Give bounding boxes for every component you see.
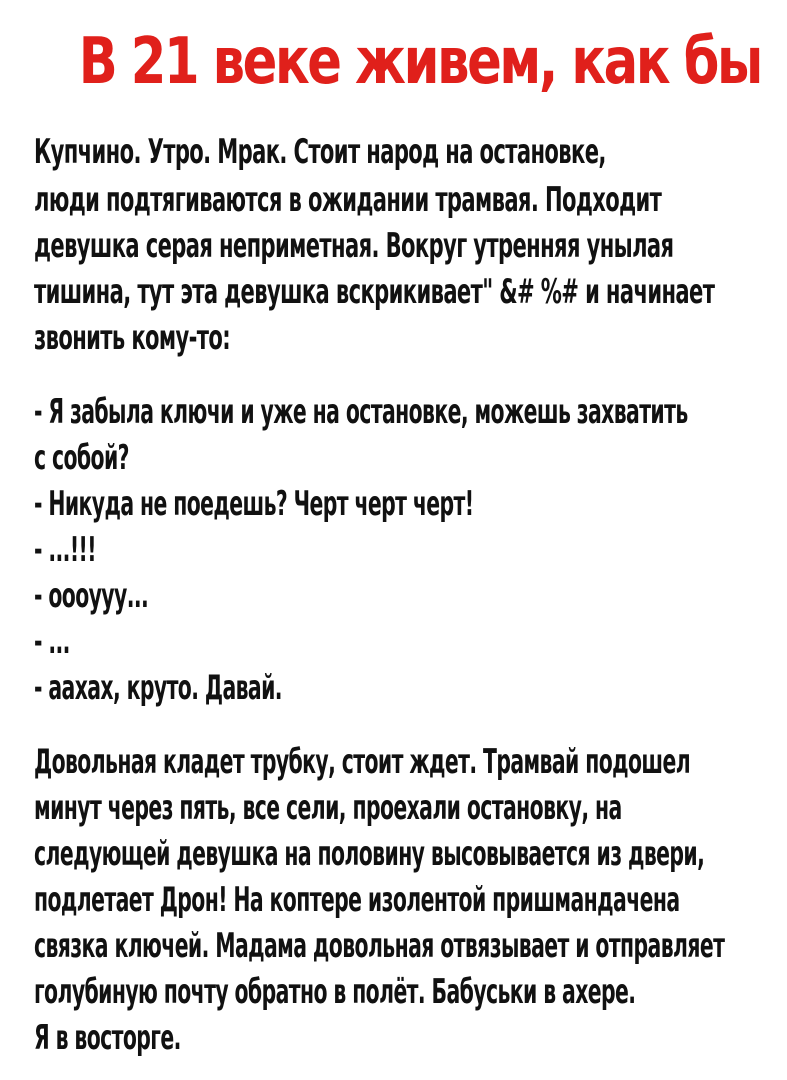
paragraph-1-line-4: тишина, тут эта девушка вскрикивает" &# %# и начинает bbox=[34, 272, 715, 312]
paragraph-1-line-5: звонить кому-то: bbox=[34, 318, 231, 358]
paragraph-2-line-5: связка ключей. Мадама довольная отвязывает и отправляет bbox=[34, 926, 725, 966]
paragraph-2-line-2: минут через пять, все сели, проехали остановку, на bbox=[34, 788, 622, 828]
paragraph-1-line-1: Купчино. Утро. Мрак. Стоит народ на остановке, bbox=[34, 132, 606, 172]
dialogue-line-2: с собой? bbox=[34, 438, 129, 478]
dialogue-line-7: - аахах, круто. Давай. bbox=[34, 668, 282, 708]
dialogue-line-3: - Никуда не поедешь? Черт черт черт! bbox=[34, 484, 474, 524]
paragraph-1-line-3: девушка серая неприметная. Вокруг утренняя унылая bbox=[34, 226, 674, 266]
paragraph-2-line-7: Я в восторге. bbox=[34, 1018, 181, 1058]
paragraph-1-line-2: люди подтягиваются в ожидании трамвая. Подходит bbox=[34, 180, 662, 220]
dialogue-line-1: - Я забыла ключи и уже на остановке, можешь захватить bbox=[34, 392, 688, 432]
paragraph-2-line-3: следующей девушка на половину высовывается из двери, bbox=[34, 834, 705, 874]
dialogue-line-6: - ... bbox=[34, 622, 70, 662]
dialogue-line-5: - оооууу... bbox=[34, 576, 149, 616]
dialogue-line-4: - ...!!! bbox=[34, 530, 96, 570]
paragraph-2-line-4: подлетает Дрон! На коптере изолентой пришмандачена bbox=[34, 880, 680, 920]
page-title: В 21 веке живем, как бы bbox=[78, 25, 761, 99]
paragraph-2-line-1: Довольная кладет трубку, стоит ждет. Трамвай подошел bbox=[34, 742, 691, 782]
paragraph-2-line-6: голубиную почту обратно в полёт. Бабуськи в ахере. bbox=[34, 972, 636, 1012]
